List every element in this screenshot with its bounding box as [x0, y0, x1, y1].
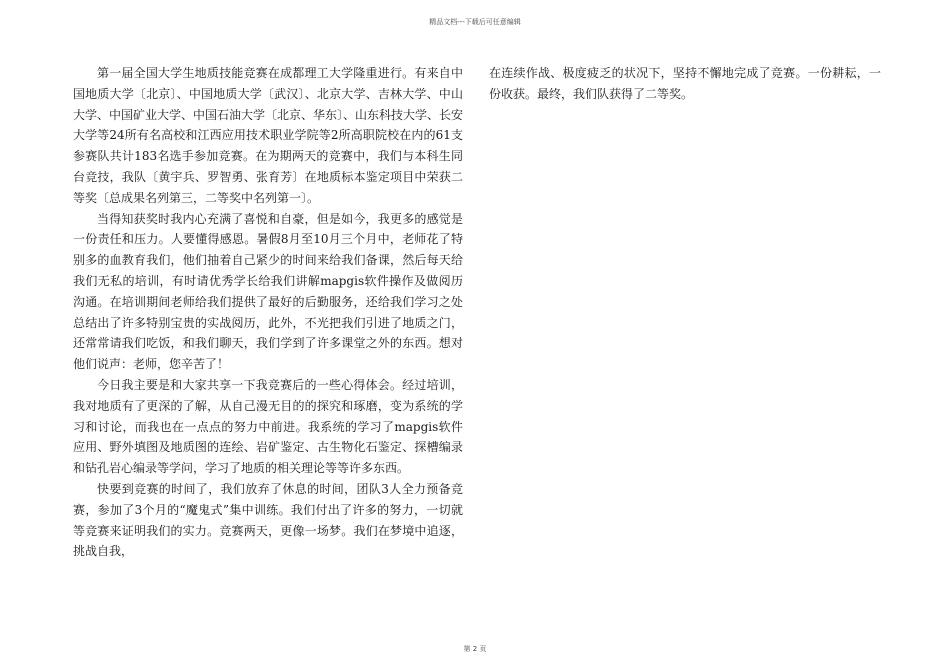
page-header: 精品文档---下载后可任意编辑 — [429, 18, 521, 26]
page-number: 第 2 页 — [463, 645, 487, 653]
right-column — [489, 63, 881, 105]
paragraph: 快要到竞赛的时间了，我们放弃了休息的时间，团队3人全力预备竞赛，参加了3个月的“魔鬼式”集中训练。我们付出了许多的努力，一切就等竞赛来证明我们的实力。竞赛两天，更像一场梦。我们在梦境中追逐，挑战自我， — [73, 481, 463, 559]
left-column — [73, 63, 463, 562]
paragraph: 今日我主要是和大家共享一下我竞赛后的一些心得体会。经过培训，我对地质有了更深的了解，从自己漫无目的的探究和琢磨，变为系统的学习和讨论，而我也在一点点的努力中前进。我系统的学习了mapgis软件应用、野外填图及地质图的连绘、岩矿鉴定、古生物化石鉴定、探槽编录和钻孔岩心编录等学问，学习了地质的相关理论等等许多东西。 — [73, 377, 463, 476]
paragraph: 在连续作战、极度疲乏的状况下，坚持不懈地完成了竞赛。一份耕耘，一份收获。最终，我们队获得了二等奖。 — [489, 66, 881, 101]
paragraph: 当得知获奖时我内心充满了喜悦和自豪，但是如今，我更多的感觉是一份责任和压力。人要懂得感恩。暑假8月至10月三个月中，老师花了特别多的血教育我们，他们抽着自己紧少的时间来给我们备课，然后每天给我们无私的培训，有时请优秀学长给我们讲解mapgis软件操作及做阅历沟通。在培训期间老师给我们提供了最好的后勤服务，还给我们学习之处总结出了许多特别宝贵的实战阅历，此外，不光把我们引进了地质之门，还常常请我们吃饭，和我们聊天，我们学到了许多课堂之外的东西。想对他们说声：老师，您辛苦了！ — [73, 211, 463, 372]
paragraph: 第一届全国大学生地质技能竞赛在成都理工大学隆重进行。有来自中国地质大学〔北京〕、中国地质大学〔武汉〕、北京大学、吉林大学、中山大学、中国矿业大学、中国石油大学〔北京、华东〕、山东科技大学、长安大学等24所有名高校和江西应用技术职业学院等2所高职院校在内的61支参赛队共计183名选手参加竞赛。在为期两天的竞赛中，我们与本科生同台竞技，我队〔黄宇兵、罗智勇、张育芳〕在地质标本鉴定项目中荣获二等奖〔总成果名列第三，二等奖中名列第一〕。 — [73, 66, 464, 205]
